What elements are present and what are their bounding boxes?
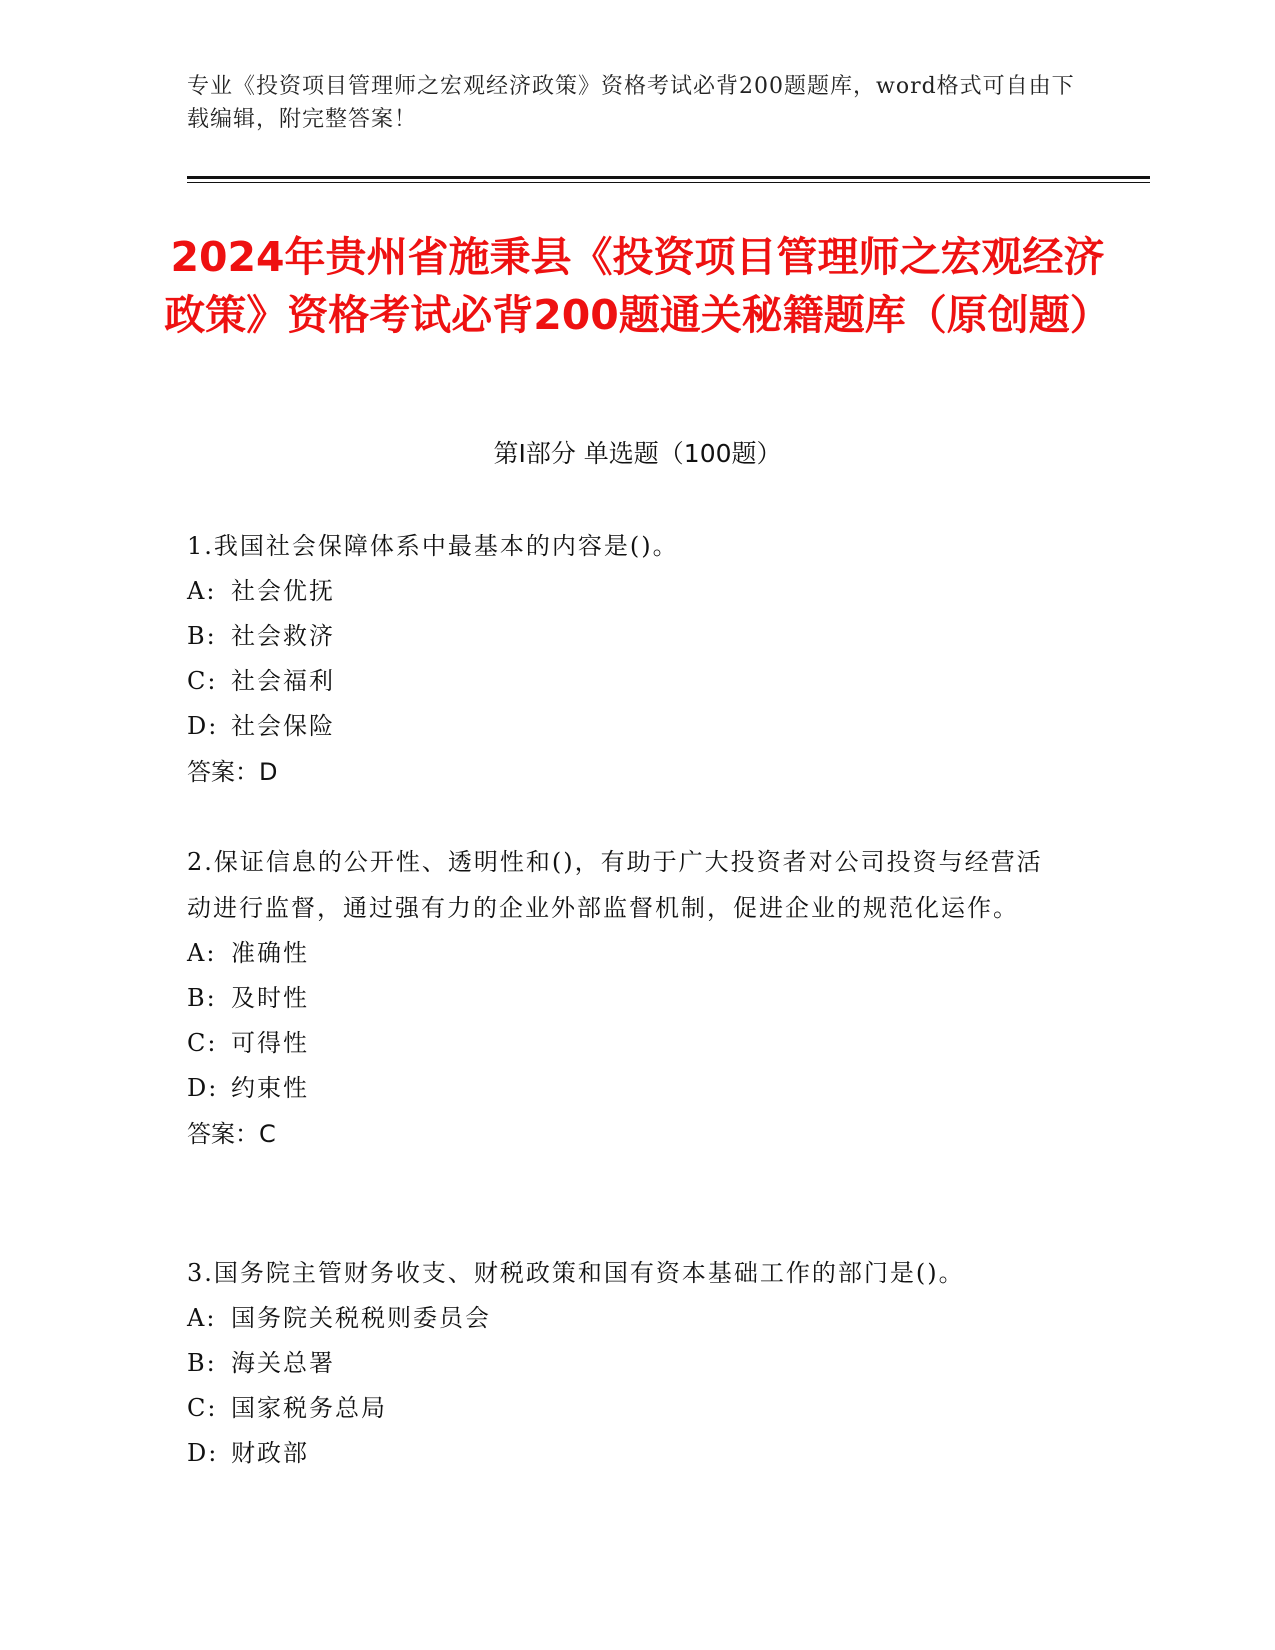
question-2 [187,839,1067,1157]
option-key: C: [187,1394,218,1422]
option-key: D: [187,1074,219,1102]
option-c [187,1386,1067,1431]
option-key: B: [187,1349,217,1377]
header-rule-thin [187,182,1150,183]
option-text: 可得性 [231,1029,309,1057]
option-text: 准确性 [231,939,309,967]
option-key: A: [187,939,217,967]
option-text: 社会救济 [231,622,335,650]
option-text: 海关总署 [231,1349,335,1377]
header-note: 专业《投资项目管理师之宏观经济政策》资格考试必背200题题库，word格式可自由下载编辑，附完整答案！ [187,74,1075,132]
option-d [187,1431,1067,1476]
option-a [187,569,1067,614]
answer-line: 答案：C [187,1120,276,1148]
option-text: 国务院关税税则委员会 [231,1304,491,1332]
option-text: 国家税务总局 [231,1394,387,1422]
option-text: 社会优抚 [231,577,335,605]
question-stem: 1.我国社会保障体系中最基本的内容是()。 [187,532,679,560]
option-key: C: [187,1029,218,1057]
option-key: D: [187,712,219,740]
document-title: 2024年贵州省施秉县《投资项目管理师之宏观经济政策》资格考试必背200题通关秘籍题库（原创题） [164,233,1111,339]
option-d [187,1066,1067,1111]
header-rule-thick [187,176,1150,179]
question-stem: 3.国务院主管财务收支、财税政策和国有资本基础工作的部门是()。 [187,1259,965,1287]
option-b [187,614,1067,659]
option-key: D: [187,1439,219,1467]
option-key: C: [187,667,218,695]
option-key: A: [187,577,217,605]
option-d [187,704,1067,749]
question-stem: 2.保证信息的公开性、透明性和()，有助于广大投资者对公司投资与经营活动进行监督，通过强有力的企业外部监督机制，促进企业的规范化运作。 [187,848,1043,922]
answer-line: 答案：D [187,758,278,786]
option-c [187,1021,1067,1066]
option-key: A: [187,1304,217,1332]
option-c [187,659,1067,704]
option-text: 财政部 [231,1439,309,1467]
section-heading: 第I部分 单选题（100题） [493,439,782,468]
option-a [187,1296,1067,1341]
option-text: 及时性 [231,984,309,1012]
option-key: B: [187,622,217,650]
option-b [187,976,1067,1021]
option-key: B: [187,984,217,1012]
question-3 [187,1250,1067,1476]
option-a [187,931,1067,976]
option-b [187,1341,1067,1386]
option-text: 约束性 [231,1074,309,1102]
option-text: 社会保险 [231,712,335,740]
option-text: 社会福利 [231,667,335,695]
question-1 [187,523,1067,795]
